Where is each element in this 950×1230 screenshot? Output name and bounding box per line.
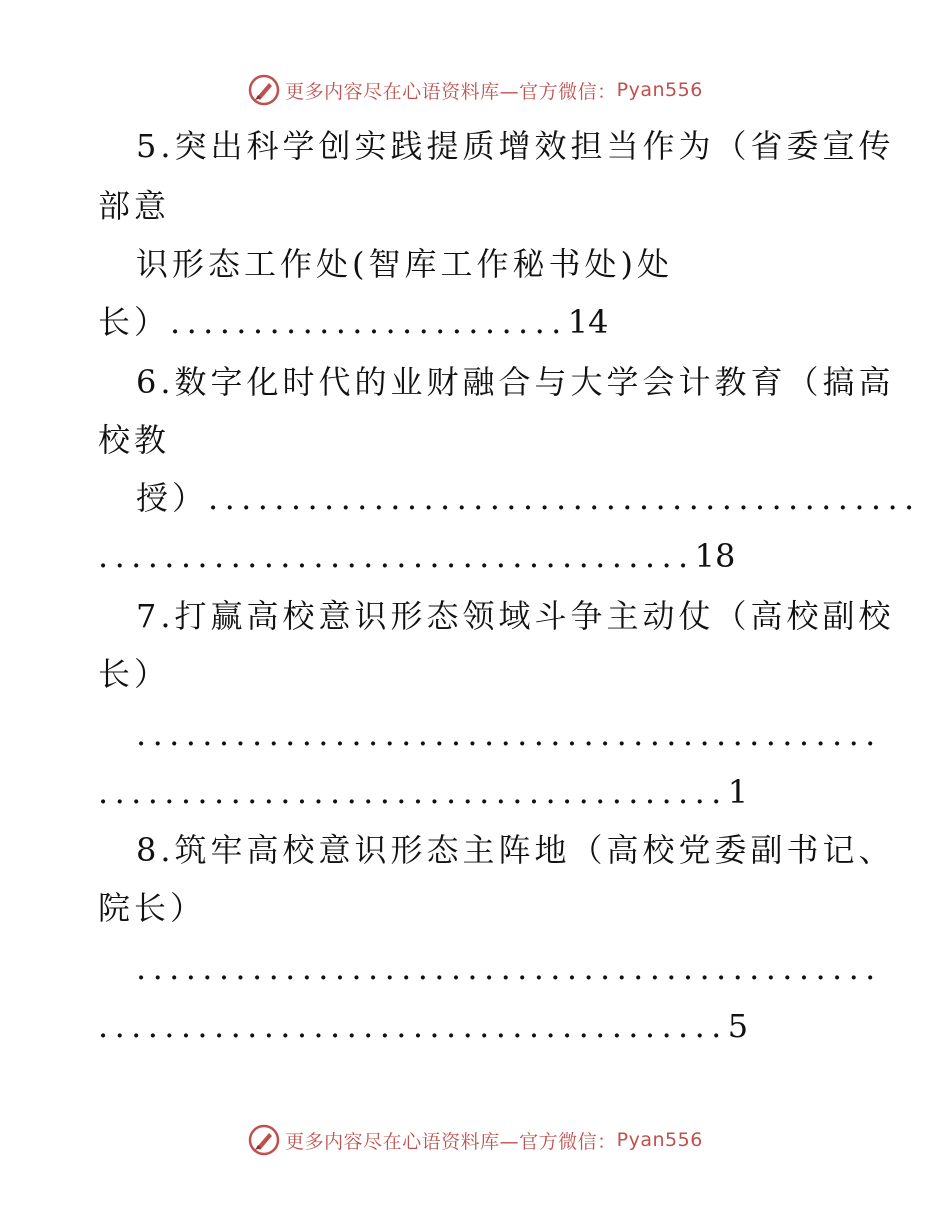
- toc-entry-5-title-cont: 部意: [98, 187, 171, 225]
- toc-entry-5-leader: [98, 300, 608, 344]
- footer-watermark: [0, 1120, 950, 1160]
- pen-nib-logo-icon: [247, 73, 281, 107]
- pen-nib-logo-icon: [247, 1123, 281, 1157]
- toc-entry-8-title-cont: 院长）: [98, 889, 207, 927]
- toc-entry-5-page-number[interactable]: 14: [567, 303, 609, 341]
- toc-entry-7-page-number[interactable]: 1: [727, 773, 749, 811]
- dot-leader: ....................................: [98, 537, 695, 575]
- toc-entry-6-title-cont: 校教: [98, 421, 171, 459]
- toc-entry-5-title[interactable]: 5.突出科学创实践提质增效担当作为（省委宣传: [136, 127, 895, 165]
- dot-leader: ........................: [170, 303, 568, 341]
- toc-entry-6-page-number[interactable]: 18: [694, 537, 736, 575]
- dot-leader: ......................................: [98, 1007, 728, 1045]
- toc-entry-8-leader-1: [136, 946, 882, 990]
- toc-entry-7-title-cont: 长）: [98, 655, 171, 693]
- toc-entry-7-leader-2: [98, 770, 748, 814]
- toc-entry-8-leader-2: [98, 1004, 748, 1048]
- dot-leader: ......................................: [98, 773, 728, 811]
- toc-entry-8-page-number[interactable]: 5: [727, 1007, 749, 1045]
- dot-leader: .............................................: [136, 949, 882, 987]
- dot-leader: .............................................: [136, 715, 882, 753]
- toc-entry-6-tail: 授）: [136, 479, 209, 517]
- watermark-wechat-id: Pyan556: [616, 1129, 703, 1151]
- dot-leader: ...........................................: [208, 479, 921, 517]
- watermark-text: 更多内容尽在心语资料库—官方微信：: [285, 1130, 617, 1153]
- toc-entry-6-leader-2: [98, 534, 735, 578]
- watermark-wechat-id: Pyan556: [616, 79, 703, 101]
- toc-entry-6-leader-1: [136, 476, 921, 520]
- toc-entry-5-subtitle: 识形态工作处(智库工作秘书处)处: [136, 245, 673, 283]
- toc-entry-5-tail: 长）: [98, 303, 171, 341]
- toc-entry-6-title[interactable]: 6.数字化时代的业财融合与大学会计教育（搞高: [136, 363, 895, 401]
- toc-entry-8-title[interactable]: 8.筑牢高校意识形态主阵地（高校党委副书记、: [136, 831, 895, 869]
- header-watermark: [0, 70, 950, 110]
- toc-entry-7-title[interactable]: 7.打赢高校意识形态领域斗争主动仗（高校副校: [136, 597, 895, 635]
- toc-entry-7-leader-1: [136, 712, 882, 756]
- watermark-text: 更多内容尽在心语资料库—官方微信：: [285, 80, 617, 103]
